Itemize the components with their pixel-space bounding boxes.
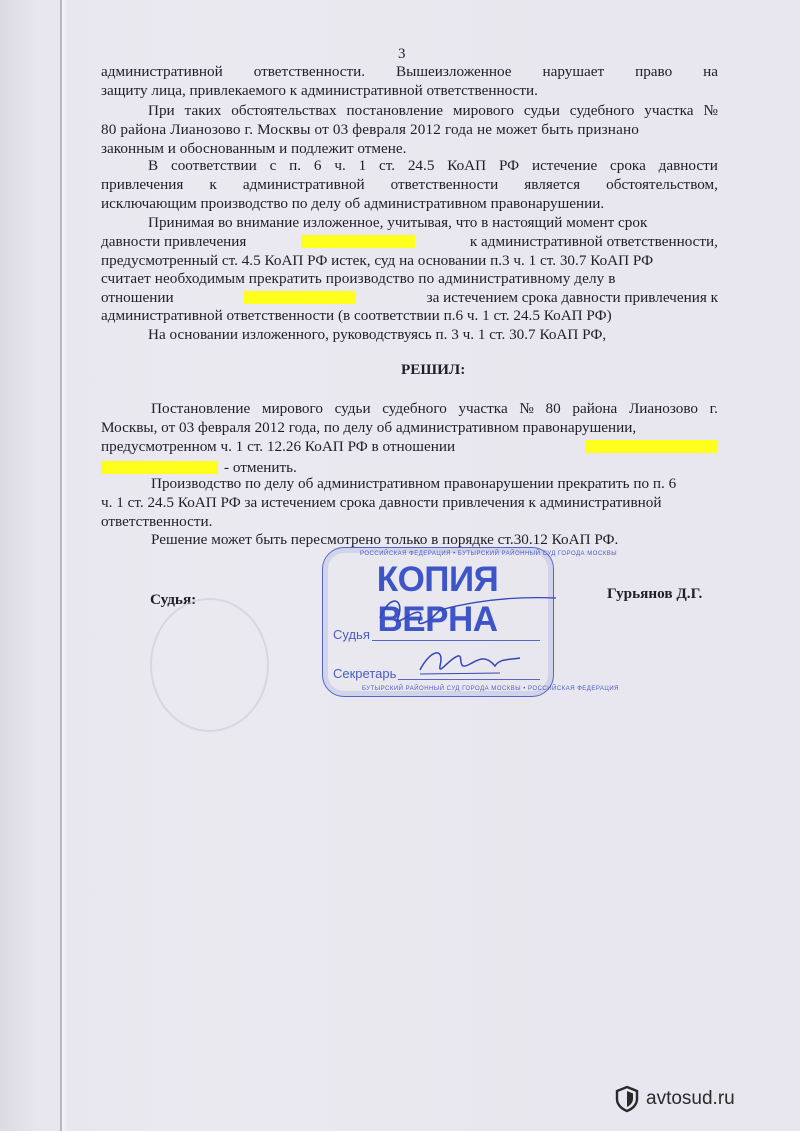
secretary-signature-underline <box>420 673 500 674</box>
binding-shadow <box>62 0 68 1131</box>
paragraph-line <box>101 288 718 307</box>
paragraph-line: Решение может быть пересмотрено только в порядке ст.30.12 КоАП РФ. <box>151 531 619 548</box>
stamp-border-text: БУТЫРСКИЙ РАЙОННЫЙ СУД ГОРОДА МОСКВЫ • РОССИЙСКАЯ ФЕДЕРАЦИЯ <box>362 686 620 692</box>
paragraph-line: ч. 1 ст. 24.5 КоАП РФ за истечением срока давности привлечения к административной <box>101 494 662 511</box>
word: РФ <box>498 157 520 174</box>
redacted-name-highlight <box>585 440 718 453</box>
text-segment: к административной ответственности, <box>469 233 718 250</box>
redacted-name-highlight <box>101 461 218 474</box>
word: ответственности. <box>253 63 366 80</box>
word: к <box>209 176 217 193</box>
word: В <box>148 157 159 174</box>
word: судебного <box>382 400 447 417</box>
paragraph-line: исключающим производство по делу об административном правонарушении. <box>101 195 605 212</box>
secretary-signature-scribble <box>420 653 520 670</box>
word: участка <box>458 400 508 417</box>
word: административной <box>101 63 223 80</box>
word: обстоятельствах <box>231 102 337 119</box>
word: района <box>572 400 618 417</box>
word: 24.5 <box>407 157 435 174</box>
redacted-name-highlight <box>244 291 356 304</box>
word: с <box>269 157 277 174</box>
stamp-border-text: РОССИЙСКАЯ ФЕДЕРАЦИЯ • БУТЫРСКИЙ РАЙОННЫЙ СУД ГОРОДА МОСКВЫ <box>360 551 618 557</box>
word: г. <box>709 400 718 417</box>
word: п. <box>289 157 302 174</box>
word: мирового <box>452 102 514 119</box>
word: судьи <box>334 400 371 417</box>
faint-seal-imprint <box>150 598 269 732</box>
word: 1 <box>358 157 367 174</box>
paragraph-line: 80 района Лианозово г. Москвы от 03 февраля 2012 года не может быть признано <box>101 121 639 138</box>
paragraph-line: предусмотренный ст. 4.5 КоАП РФ истек, суд на основании п.3 ч. 1 ст. 30.7 КоАП РФ <box>101 252 654 269</box>
text-segment: - отменить. <box>224 459 297 476</box>
stamp-secretary-field: Секретарь <box>333 666 397 681</box>
word: нарушает <box>542 63 605 80</box>
judge-name: Гурьянов Д.Г. <box>607 585 703 602</box>
stamp-judge-field: Судья <box>333 627 370 642</box>
word: административной <box>242 176 365 193</box>
word: давности <box>658 157 718 174</box>
word: Постановление <box>151 400 251 417</box>
page-number: 3 <box>398 46 406 62</box>
paragraph-line <box>151 399 718 418</box>
word: привлечения <box>101 176 184 193</box>
redacted-name-highlight <box>301 235 415 248</box>
site-watermark <box>614 1085 735 1113</box>
word: ответственности <box>390 176 499 193</box>
paragraph-line <box>148 101 718 120</box>
word: является <box>524 176 581 193</box>
word: на <box>703 63 718 80</box>
word: право <box>635 63 673 80</box>
word: 80 <box>545 400 561 417</box>
word: 6 <box>313 157 322 174</box>
judge-signature-tail <box>440 598 556 610</box>
paragraph-line: Производство по делу об административном правонарушении прекратить по п. 6 <box>151 475 677 492</box>
paragraph-line: административной ответственности (в соответствии п.6 ч. 1 ст. 24.5 КоАП РФ) <box>101 307 612 324</box>
word: соответствии <box>170 157 257 174</box>
paragraph-line: На основании изложенного, руководствуясь п. 3 ч. 1 ст. 30.7 КоАП РФ, <box>148 326 607 343</box>
word: срока <box>610 157 646 174</box>
word: участка <box>644 102 694 119</box>
handwritten-signatures <box>360 588 560 688</box>
judge-signature-scribble <box>380 601 440 623</box>
word: № <box>519 400 534 417</box>
word: постановление <box>346 102 443 119</box>
paragraph-line: ответственности. <box>101 513 213 530</box>
word: Вышеизложенное <box>396 63 512 80</box>
paragraph-line <box>101 437 718 456</box>
stamp-title: КОПИЯ ВЕРНА <box>376 560 499 639</box>
word: № <box>703 102 718 119</box>
word: ч. <box>334 157 346 174</box>
word: судьи <box>523 102 560 119</box>
paragraph-line: законным и обоснованным и подлежит отмене. <box>101 140 407 157</box>
word: обстоятельством, <box>606 176 718 193</box>
word: таких <box>184 102 222 119</box>
word: При <box>148 102 175 119</box>
paragraph-line: защиту лица, привлекаемого к административной ответственности. <box>101 82 538 99</box>
paragraph-line <box>148 156 718 175</box>
text-segment: предусмотренном ч. 1 ст. 12.26 КоАП РФ в отношении <box>101 438 456 455</box>
paragraph-line: Москвы, от 03 февраля 2012 года, по делу об административном правонарушении, <box>101 419 637 436</box>
judge-label: Судья: <box>150 591 197 608</box>
shield-icon <box>614 1085 640 1113</box>
paragraph-line <box>101 232 718 251</box>
paragraph-line: считает необходимым прекратить производство по административному делу в <box>101 270 616 287</box>
text-segment: отношении <box>101 289 174 306</box>
word: мирового <box>261 400 323 417</box>
text-segment: за истечением срока давности привлечения к <box>426 289 718 306</box>
word: ст. <box>378 157 396 174</box>
word: Лианозово <box>628 400 699 417</box>
word: КоАП <box>447 157 487 174</box>
watermark-text: avtosud.ru <box>646 1088 735 1109</box>
word: истечение <box>531 157 598 174</box>
paragraph-line <box>101 175 718 194</box>
decision-heading: РЕШИЛ: <box>401 361 466 378</box>
text-segment: давности привлечения <box>101 233 247 250</box>
paragraph-line <box>101 62 718 81</box>
word: судебного <box>569 102 635 119</box>
paragraph-line: Принимая во внимание изложенное, учитывая, что в настоящий момент срок <box>148 214 648 231</box>
